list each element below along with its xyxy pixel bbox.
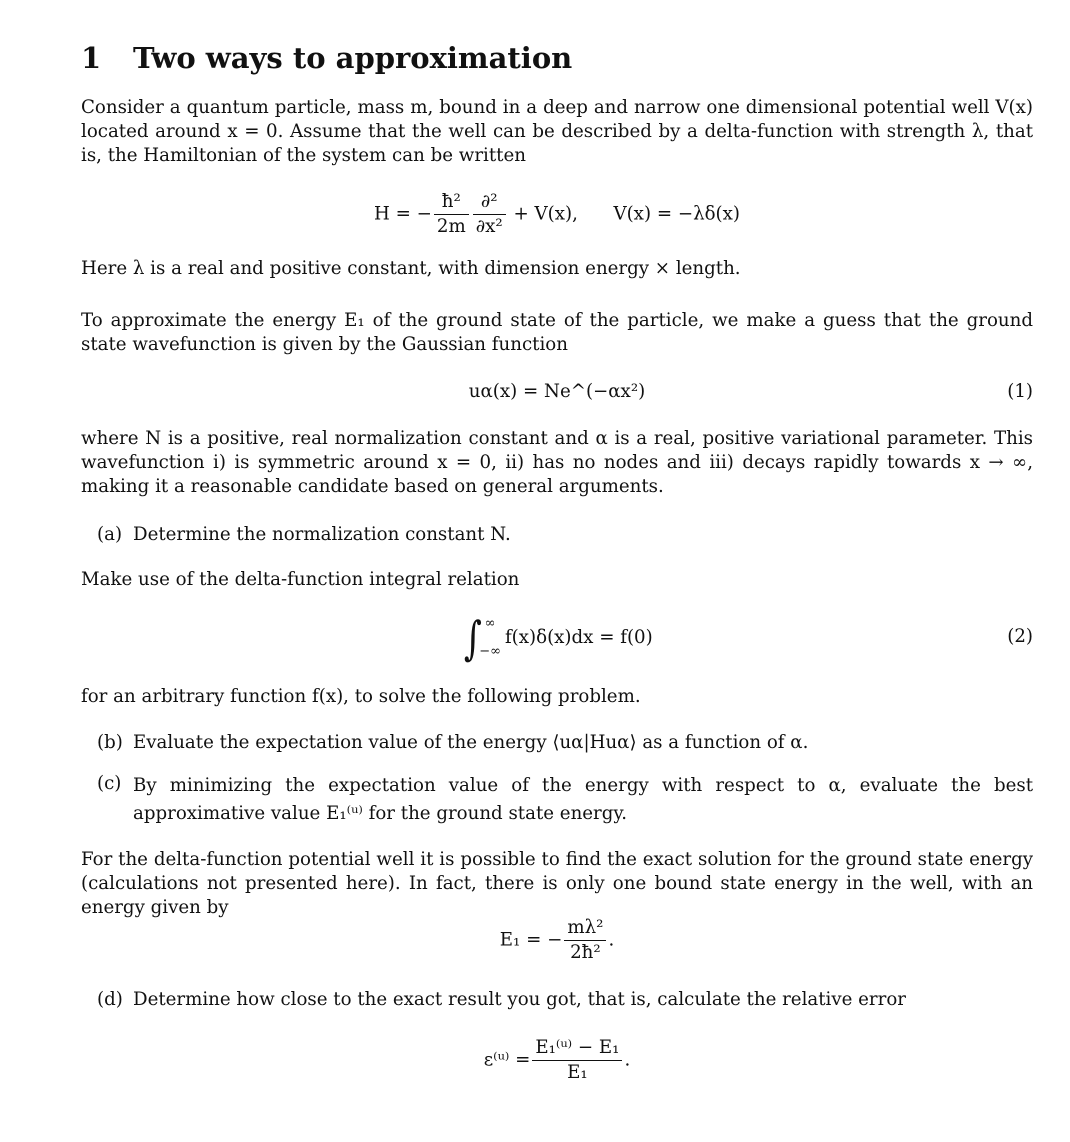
question-a-label: (a) [97,524,123,545]
question-c-label: (c) [97,773,122,794]
integral-body: f(x)δ(x)dx = f(0) [504,627,653,648]
equation-2 [81,610,1033,670]
guess-paragraph: To approximate the energy E₁ of the ground state of the particle, we make a guess that the ground state wavefunction is given by the Gaussian function [81,310,1033,355]
intro-paragraph: Consider a quantum particle, mass m, bound in a deep and narrow one dimensional potential well V(x) located around x = 0. Assume that the well can be described by a delta-function with strength λ, that is, the Hamiltonian of the system can be written [81,97,1033,166]
relative-error-equation: ε⁽ᵘ⁾ = $\frac{\text{E₁⁽ᵘ⁾ − E₁}}{\text{E₁}}$ . [483,1037,631,1083]
exact-energy-fraction: $\frac{\text{mλ²}}{\text{2ħ²}}$ [564,916,606,965]
equation-1 [81,380,1033,404]
second-derivative-fraction: $\frac{\text{∂²}}{\text{∂x²}}$ [473,190,506,239]
exact-energy-equation: E₁ = − $\frac{\text{mλ²}}{\text{2ħ²}}$ . [499,917,615,963]
relative-error-lhs: ε⁽ᵘ⁾ = [483,1049,531,1071]
section-title: Two ways to approximation [133,41,573,75]
integral-sign: ∫ [464,611,483,665]
question-b-text: Evaluate the expectation value of the energy ⟨uα|Huα⟩ as a function of α. [133,732,809,753]
integral-limits: ∞ −∞ [479,616,501,659]
question-c [97,772,1033,828]
question-d-text: Determine how close to the exact result you got, that is, calculate the relative error [133,989,906,1010]
hamiltonian-equation [81,190,1033,239]
question-d-label: (d) [97,989,123,1010]
question-c-text: By minimizing the expectation value of the energy with respect to α, evaluate the best approximative value E₁⁽ᵘ⁾ for the ground state energy. [133,775,1033,824]
lambda-note: Here λ is a real and positive constant, with dimension energy × length. [81,258,741,279]
hbar-over-2m-fraction: $\frac{\text{ħ²}}{2m}$ [434,190,469,239]
question-d [97,988,1033,1012]
question-a [97,523,1033,547]
relative-error-fraction: $\frac{\text{E₁⁽ᵘ⁾ − E₁}}{\text{E₁}}$ [532,1036,622,1085]
section-heading [81,40,572,76]
make-use-paragraph: Make use of the delta-function integral relation [81,569,520,590]
exact-solution-paragraph: For the delta-function potential well it is possible to find the exact solution for the ground state energy (calculations not presented here). In fact, there is only one bound state energy in the well, with an energy given by [81,849,1033,918]
hamiltonian-lhs: H = − [373,203,432,225]
arbitrary-function-paragraph: for an arbitrary function f(x), to solve the following problem. [81,686,641,707]
question-b [97,731,1033,755]
question-a-text: Determine the normalization constant N. [133,524,511,545]
exact-energy-lhs: E₁ = − [499,929,563,951]
where-paragraph: where N is a positive, real normalization constant and α is a real, positive variational parameter. This wavefunction i) is symmetric around x = 0, ii) has no nodes and iii) decays rapidly towards x → ∞, making it a reasonable candidate based on general arguments. [81,428,1033,497]
question-b-label: (b) [97,732,123,753]
equation-2-number: (2) [1007,626,1033,647]
gaussian-wavefunction: uα(x) = Ne^(−αx²) [468,381,646,402]
potential-definition: V(x) = −λδ(x) [613,203,741,225]
equation-1-number: (1) [1007,381,1033,402]
section-number: 1 [81,41,102,75]
hamiltonian-rest: + V(x), [513,203,578,225]
